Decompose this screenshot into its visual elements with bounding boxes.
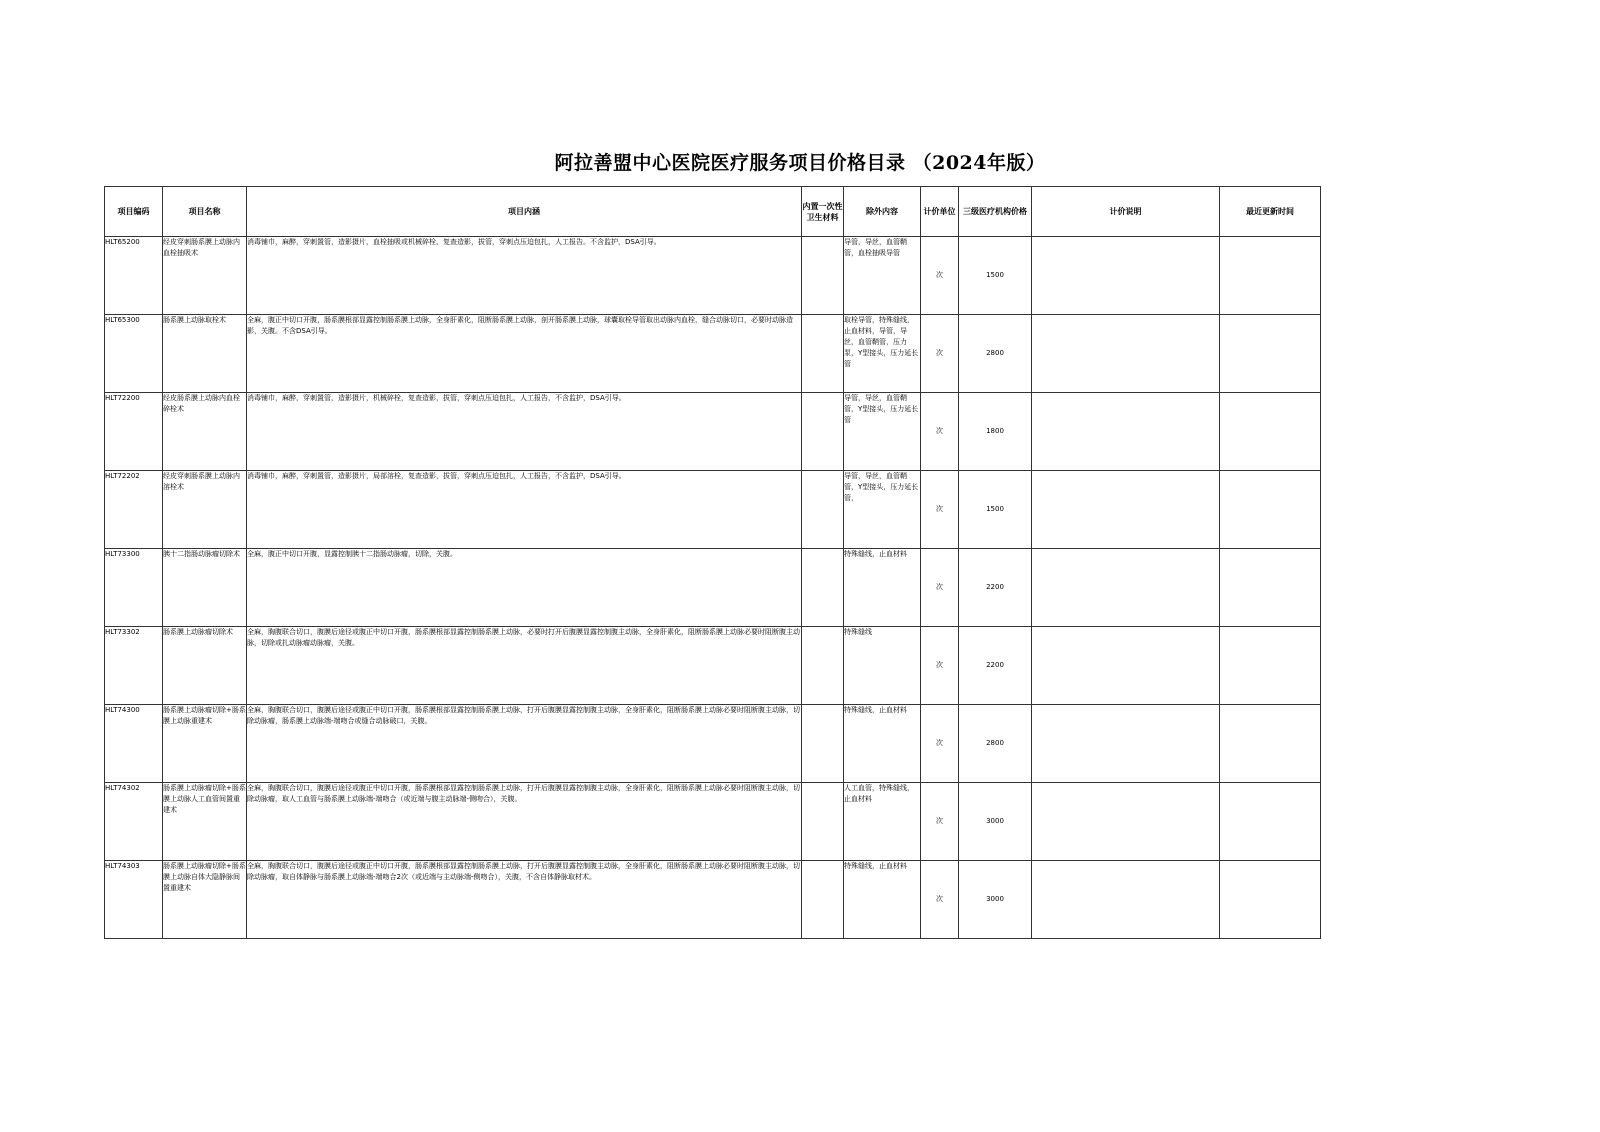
cell-price: 2200 [959,549,1032,627]
cell-disposable [802,627,844,705]
cell-note [1032,861,1220,939]
cell-exclusion: 导管，导丝，血管鞘管，Y型接头，压力延长管， [844,471,921,549]
cell-content: 全麻，腹正中切口开腹，肠系膜根部显露控制肠系膜上动脉，全身肝素化，阻断肠系膜上动脉，剖开肠系膜上动脉，球囊取栓导管取出动脉内血栓，缝合动脉切口，必要时动脉造影，关腹。不含DSA引导。 [247,315,802,393]
cell-content: 全麻，胸腹联合切口，腹膜后途径或腹正中切口开腹，肠系膜根部显露控制肠系膜上动脉，必要时打开后腹膜显露控制腹主动脉，全身肝素化，阻断肠系膜上动脉必要时阻断腹主动脉，切除或扎动脉瘤动脉瘤，关腹。 [247,627,802,705]
header-disposable: 内置一次性卫生材料 [802,187,844,237]
table-row [105,783,1321,861]
cell-unit: 次 [921,861,959,939]
table-row [105,549,1321,627]
table-row [105,315,1321,393]
cell-exclusion: 特殊缝线，止血材料 [844,705,921,783]
cell-exclusion: 特殊缝线 [844,627,921,705]
cell-code: HLT73300 [105,549,163,627]
cell-name: 肠系膜上动脉瘤切除+肠系膜上动脉重建术 [163,705,247,783]
cell-content: 消毒铺巾，麻醉，穿刺置管，造影摄片，局部溶栓，复查造影，拔管，穿刺点压迫包扎，人工报告，不含监护，DSA引导。 [247,471,802,549]
cell-disposable [802,315,844,393]
cell-exclusion: 导管，导丝，血管鞘管，Y型接头，压力延长管 [844,393,921,471]
cell-content: 消毒铺巾，麻醉，穿刺置管，造影摄片，机械碎栓，复查造影，拔管，穿刺点压迫包扎，人工报告，不含监护，DSA引导。 [247,393,802,471]
cell-updated [1220,861,1321,939]
cell-price: 2800 [959,705,1032,783]
table-row [105,471,1321,549]
header-price: 三级医疗机构价格 [959,187,1032,237]
header-name: 项目名称 [163,187,247,237]
header-code: 项目编码 [105,187,163,237]
cell-name: 经皮肠系膜上动脉内血栓碎栓术 [163,393,247,471]
cell-updated [1220,627,1321,705]
header-row [105,187,1321,237]
cell-code: HLT72200 [105,393,163,471]
cell-updated [1220,783,1321,861]
cell-name: 经皮穿刺肠系膜上动脉内血栓抽吸术 [163,237,247,315]
cell-disposable [802,549,844,627]
cell-name: 肠系膜上动脉取栓术 [163,315,247,393]
cell-note [1032,549,1220,627]
cell-unit: 次 [921,393,959,471]
cell-price: 1800 [959,393,1032,471]
cell-note [1032,627,1220,705]
cell-code: HLT65300 [105,315,163,393]
cell-note [1032,315,1220,393]
cell-content: 全麻，腹正中切口开腹，显露控制胰十二指肠动脉瘤，切除，关腹。 [247,549,802,627]
cell-unit: 次 [921,627,959,705]
cell-disposable [802,705,844,783]
table-row [105,705,1321,783]
cell-note [1032,237,1220,315]
cell-exclusion: 特殊缝线，止血材料 [844,549,921,627]
cell-name: 肠系膜上动脉瘤切除+肠系膜上动脉自体大隐静脉间置重建术 [163,861,247,939]
cell-disposable [802,237,844,315]
header-exclusion: 除外内容 [844,187,921,237]
cell-note [1032,705,1220,783]
cell-exclusion: 导管，导丝，血管鞘管，血栓抽吸导管 [844,237,921,315]
cell-disposable [802,471,844,549]
cell-name: 肠系膜上动脉瘤切除+肠系膜上动脉人工血管间置重建术 [163,783,247,861]
cell-updated [1220,393,1321,471]
header-content: 项目内涵 [247,187,802,237]
cell-price: 1500 [959,237,1032,315]
header-note: 计价说明 [1032,187,1220,237]
cell-disposable [802,783,844,861]
cell-price: 2800 [959,315,1032,393]
cell-exclusion: 特殊缝线，止血材料 [844,861,921,939]
cell-disposable [802,393,844,471]
table-row [105,627,1321,705]
cell-content: 全麻，胸腹联合切口，腹膜后途径或腹正中切口开腹，肠系膜根部显露控制肠系膜上动脉，打开后腹膜显露控制腹主动脉，全身肝素化，阻断肠系膜上动脉必要时阻断腹主动脉，切除动脉瘤，肠系膜上动脉端-端吻合或缝合动脉破口，关腹。 [247,705,802,783]
cell-unit: 次 [921,549,959,627]
cell-content: 全麻，胸腹联合切口，腹膜后途径或腹正中切口开腹，肠系膜根部显露控制肠系膜上动脉，打开后腹膜显露控制腹主动脉，全身肝素化，阻断肠系膜上动脉必要时阻断腹主动脉，切除动脉瘤，取自体静脉与肠系膜上动脉端-端吻合2次（或近端与主动脉端-侧吻合），关腹，不含自体静脉取材术。 [247,861,802,939]
cell-code: HLT65200 [105,237,163,315]
cell-updated [1220,705,1321,783]
cell-updated [1220,471,1321,549]
cell-price: 3000 [959,783,1032,861]
cell-name: 胰十二指肠动脉瘤切除术 [163,549,247,627]
header-updated: 最近更新时间 [1220,187,1321,237]
cell-price: 1500 [959,471,1032,549]
price-table [104,186,1321,939]
cell-unit: 次 [921,237,959,315]
cell-code: HLT74300 [105,705,163,783]
cell-name: 肠系膜上动脉瘤切除术 [163,627,247,705]
cell-unit: 次 [921,783,959,861]
cell-disposable [802,861,844,939]
cell-price: 2200 [959,627,1032,705]
cell-note [1032,393,1220,471]
cell-updated [1220,549,1321,627]
cell-name: 经皮穿刺肠系膜上动脉内溶栓术 [163,471,247,549]
cell-note [1032,783,1220,861]
table-row [105,861,1321,939]
cell-content: 消毒铺巾，麻醉，穿刺置管，造影摄片，血栓抽吸或机械碎栓，复查造影，拔管，穿刺点压迫包扎，人工报告。不含监护，DSA引导。 [247,237,802,315]
cell-code: HLT74303 [105,861,163,939]
table-row [105,393,1321,471]
cell-code: HLT72202 [105,471,163,549]
cell-code: HLT74302 [105,783,163,861]
cell-exclusion: 取栓导管，特殊缝线，止血材料，导管，导丝，血管鞘管，压力泵，Y型接头，压力延长管 [844,315,921,393]
cell-unit: 次 [921,705,959,783]
cell-note [1032,471,1220,549]
cell-exclusion: 人工血管，特殊缝线，止血材料 [844,783,921,861]
cell-unit: 次 [921,471,959,549]
table-row [105,237,1321,315]
cell-updated [1220,315,1321,393]
cell-code: HLT73302 [105,627,163,705]
cell-unit: 次 [921,315,959,393]
cell-content: 全麻，胸腹联合切口，腹膜后途径或腹正中切口开腹，肠系膜根部显露控制肠系膜上动脉，打开后腹膜显露控制腹主动脉，全身肝素化，阻断肠系膜上动脉必要时阻断腹主动脉，切除动脉瘤，取人工血管与肠系膜上动脉端-端吻合（或近端与腹主动脉端-侧吻合），关腹。 [247,783,802,861]
page-title: 阿拉善盟中心医院医疗服务项目价格目录 （2024年版） [554,152,1046,174]
cell-price: 3000 [959,861,1032,939]
cell-updated [1220,237,1321,315]
header-unit: 计价单位 [921,187,959,237]
